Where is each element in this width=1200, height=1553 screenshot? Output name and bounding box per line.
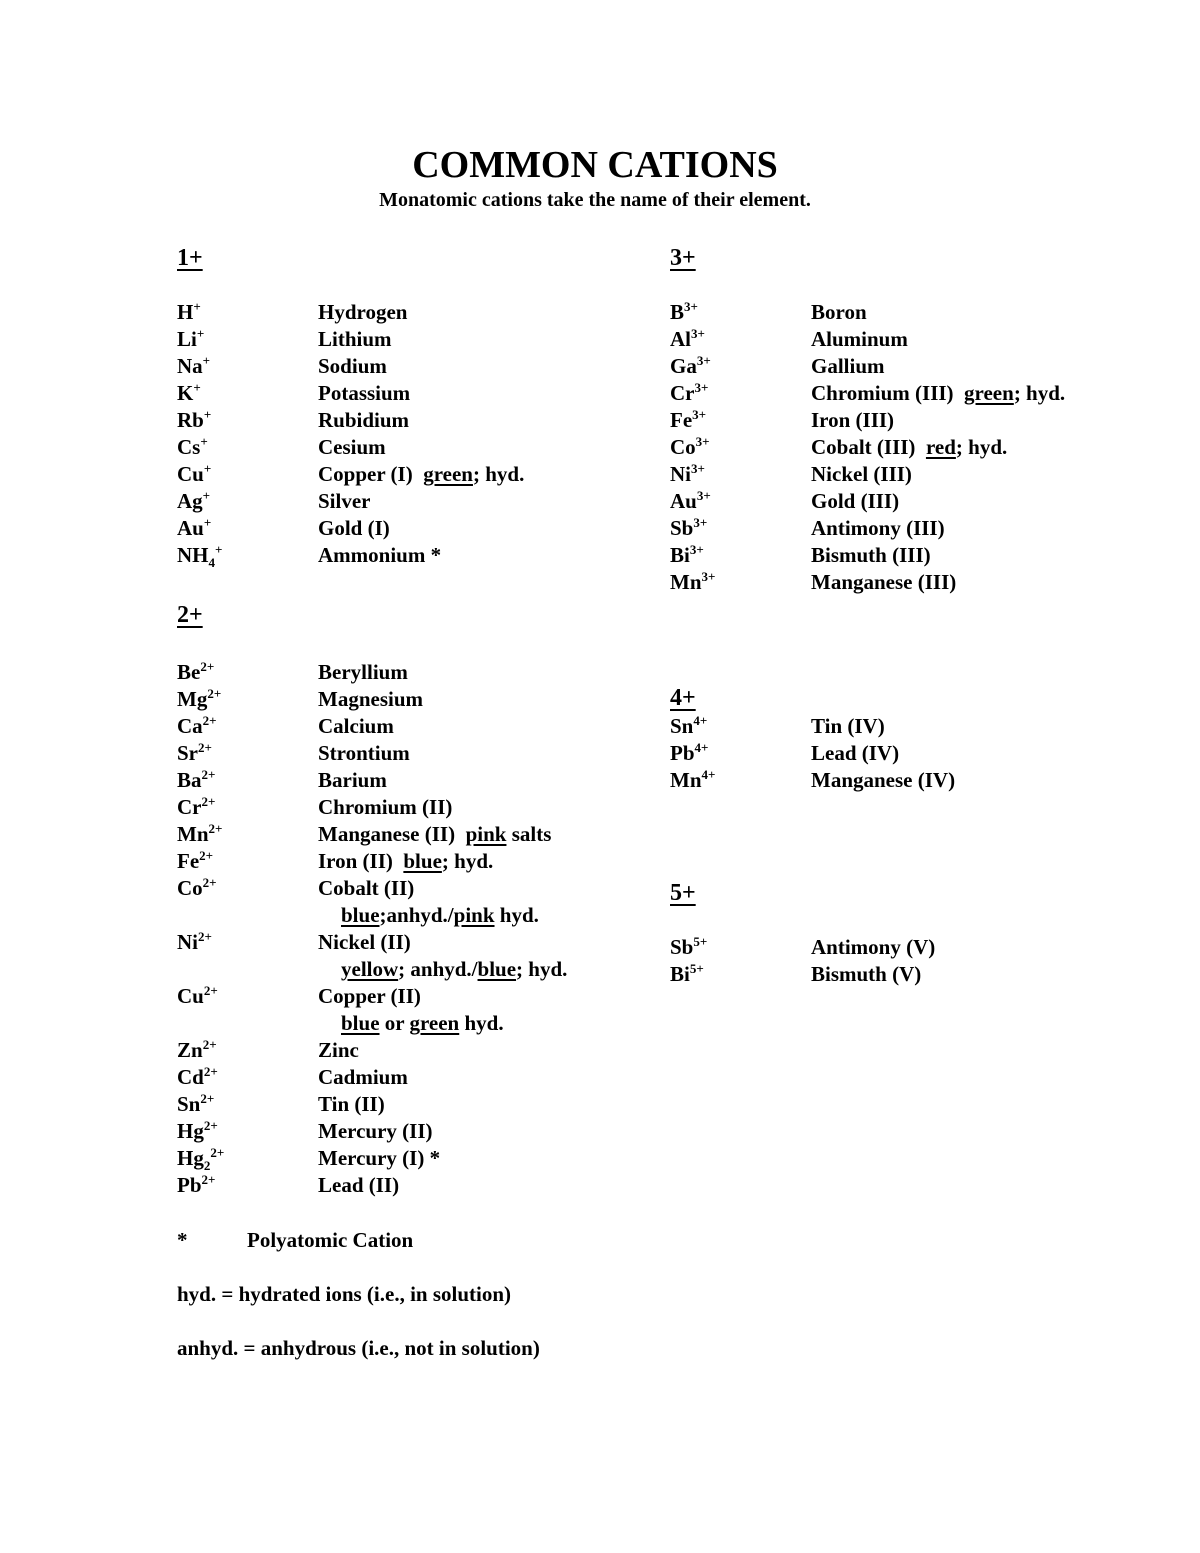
ion-symbol <box>177 407 211 434</box>
cobalt-ii-colors <box>341 902 539 929</box>
element-symbol: Co <box>177 876 203 900</box>
ion-name <box>318 434 386 461</box>
ion-symbol <box>177 875 217 902</box>
ion-charge: 3+ <box>691 326 705 341</box>
ion-charge: + <box>215 542 223 557</box>
ion-name <box>318 659 408 686</box>
element-symbol: Ba <box>177 768 202 792</box>
color-note-suffix: ; hyd. <box>955 435 1008 459</box>
ion-name <box>811 353 885 380</box>
ion-name <box>811 434 1007 461</box>
ion-charge: 3+ <box>696 488 711 503</box>
ion-symbol <box>177 794 215 821</box>
copper-or-text: or <box>379 1011 410 1035</box>
element-symbol: Ag <box>177 489 203 513</box>
ion-symbol <box>177 1037 217 1064</box>
ion-charge: + <box>193 380 201 395</box>
ion-symbol <box>670 353 711 380</box>
ion-name-text: Strontium <box>318 741 410 765</box>
ion-name-text: Boron <box>811 300 867 324</box>
element-symbol: B <box>670 300 685 324</box>
color-note-suffix: ; hyd. <box>472 462 525 486</box>
ion-symbol <box>177 461 211 488</box>
element-symbol: Sr <box>177 741 198 765</box>
ion-charge: 3+ <box>692 407 707 422</box>
ion-symbol <box>177 434 208 461</box>
ion-charge: + <box>203 407 212 422</box>
ion-symbol <box>670 515 707 542</box>
footnote-anhyd: anhyd. = anhydrous (i.e., not in solution) <box>177 1336 540 1360</box>
ion-name-text: Beryllium <box>318 660 408 684</box>
ion-name <box>811 767 955 794</box>
element-symbol: Al <box>670 327 691 351</box>
page-subtitle: Monatomic cations take the name of their element. <box>379 189 811 211</box>
color-note-suffix: ; hyd. <box>1013 381 1066 405</box>
element-symbol: Fe <box>670 408 693 432</box>
ion-symbol <box>670 488 711 515</box>
ion-symbol <box>670 961 704 988</box>
ion-symbol <box>670 569 715 596</box>
ion-name <box>811 380 1065 407</box>
nickel-hyd-text: ; hyd. <box>516 957 568 981</box>
ion-symbol <box>670 713 707 740</box>
ion-name <box>811 326 908 353</box>
ion-charge: 2+ <box>202 713 217 728</box>
color-blue: blue <box>341 903 380 927</box>
ion-name-text: Silver <box>318 489 371 513</box>
element-symbol: Sb <box>670 516 694 540</box>
cobalt-anhyd-text: ;anhyd./ <box>379 903 454 927</box>
element-symbol: Ga <box>670 354 697 378</box>
ion-name-text: Barium <box>318 768 387 792</box>
ion-charge: 4+ <box>694 740 709 755</box>
element-symbol: Na <box>177 354 203 378</box>
ion-name-text: Iron (III) <box>811 408 895 432</box>
ion-name-text: Manganese (III) <box>811 570 957 594</box>
ion-name-text: Antimony (V) <box>811 935 936 959</box>
ion-symbol <box>177 929 212 956</box>
ion-symbol <box>177 488 210 515</box>
element-symbol: K <box>177 381 194 405</box>
ion-subscript: 2 <box>203 1158 211 1174</box>
ion-symbol <box>177 1064 218 1091</box>
ion-symbol <box>670 767 715 794</box>
ion-symbol <box>177 299 201 326</box>
ion-symbol <box>177 659 214 686</box>
ion-charge: + <box>202 488 211 503</box>
ion-name-text: Antimony (III) <box>811 516 945 540</box>
ion-charge: + <box>196 326 205 341</box>
footnote-polyatomic-text: Polyatomic Cation <box>247 1228 414 1252</box>
ion-name-text: Iron (II) <box>318 849 393 873</box>
ion-symbol <box>670 380 708 407</box>
heading-3plus: 3+ <box>670 245 696 271</box>
ion-charge: 2+ <box>207 686 222 701</box>
ion-name <box>318 821 551 848</box>
ion-charge: + <box>203 461 212 476</box>
element-symbol: Ni <box>670 462 691 486</box>
ion-name <box>318 794 452 821</box>
ion-symbol <box>177 740 212 767</box>
element-symbol: Cr <box>177 795 202 819</box>
ion-charge: 2+ <box>199 848 214 863</box>
ion-name-text: Cobalt (II) <box>318 876 415 900</box>
element-symbol: Cu <box>177 462 204 486</box>
ion-symbol <box>670 299 698 326</box>
ion-symbol <box>177 380 201 407</box>
element-symbol: Sb <box>670 935 694 959</box>
ion-symbol <box>670 407 706 434</box>
element-symbol: Cu <box>177 984 204 1008</box>
color-note: blue <box>403 849 442 873</box>
element-symbol: Ca <box>177 714 203 738</box>
color-pink: pink <box>453 903 495 927</box>
element-symbol: Mg <box>177 687 208 711</box>
ion-name-text: Cobalt (III) <box>811 435 916 459</box>
ion-symbol <box>670 434 710 461</box>
ion-name <box>318 983 421 1010</box>
ion-name-text: Chromium (II) <box>318 795 453 819</box>
ion-name <box>811 461 912 488</box>
ion-name <box>318 353 387 380</box>
ion-symbol <box>177 848 213 875</box>
ion-name <box>811 515 945 542</box>
ion-symbol <box>177 353 210 380</box>
color-note: pink <box>465 822 507 846</box>
ion-symbol <box>177 1172 215 1199</box>
ion-charge: 2+ <box>202 875 217 890</box>
ion-name-text: Mercury (II) <box>318 1119 433 1143</box>
ion-charge: 2+ <box>210 1145 225 1160</box>
ion-name-text: Mercury (I) * <box>318 1146 441 1170</box>
ion-charge: + <box>203 515 212 530</box>
element-symbol: Be <box>177 660 201 684</box>
ion-name <box>318 740 410 767</box>
ion-symbol <box>177 326 204 353</box>
ion-name <box>318 1118 433 1145</box>
heading-2plus: 2+ <box>177 602 203 628</box>
ion-name-text: Gallium <box>811 354 885 378</box>
copper-hyd-text: hyd. <box>459 1011 504 1035</box>
ion-name-text: Tin (IV) <box>811 714 885 738</box>
ion-name <box>318 1091 385 1118</box>
ion-charge: 3+ <box>696 353 711 368</box>
ion-charge: 3+ <box>693 515 708 530</box>
ion-charge: 4+ <box>701 767 716 782</box>
ion-name-text: Lead (IV) <box>811 741 900 765</box>
ion-name-text: Zinc <box>318 1038 359 1062</box>
ion-name-text: Cadmium <box>318 1065 408 1089</box>
ion-symbol <box>177 821 222 848</box>
element-symbol: Pb <box>177 1173 202 1197</box>
ion-name <box>318 875 414 902</box>
ion-charge: 2+ <box>201 1172 216 1187</box>
ion-name <box>318 461 524 488</box>
ion-name-text: Calcium <box>318 714 394 738</box>
ion-name-text: Sodium <box>318 354 387 378</box>
heading-5plus: 5+ <box>670 880 696 906</box>
element-symbol: Bi <box>670 543 690 567</box>
element-symbol: Rb <box>177 408 204 432</box>
ion-name <box>318 767 387 794</box>
ion-charge: 2+ <box>198 929 212 944</box>
element-symbol: Co <box>670 435 696 459</box>
ion-name-text: Rubidium <box>318 408 410 432</box>
element-symbol: Mn <box>670 768 702 792</box>
ion-charge: 3+ <box>701 569 716 584</box>
element-symbol: Li <box>177 327 197 351</box>
ion-symbol <box>177 767 215 794</box>
page-title: COMMON CATIONS <box>412 144 778 186</box>
ion-charge: 5+ <box>693 934 708 949</box>
element-symbol: Cd <box>177 1065 204 1089</box>
ion-name <box>318 488 371 515</box>
ion-name <box>811 740 899 767</box>
element-symbol: Bi <box>670 962 690 986</box>
element-symbol: Ni <box>177 930 198 954</box>
ion-name <box>318 299 407 326</box>
element-symbol: Mn <box>177 822 209 846</box>
color-green: green <box>409 1011 460 1035</box>
ion-charge: 3+ <box>689 542 704 557</box>
ion-symbol <box>177 1145 224 1172</box>
ion-name-text: Manganese (II) <box>318 822 456 846</box>
ion-name <box>318 326 392 353</box>
ion-name-text: Copper (II) <box>318 984 421 1008</box>
element-symbol: Mn <box>670 570 702 594</box>
element-symbol: Zn <box>177 1038 203 1062</box>
footnote-polyatomic <box>177 1227 414 1254</box>
copper-ii-colors <box>341 1010 504 1037</box>
ion-name-text: Gold (III) <box>811 489 900 513</box>
ion-symbol <box>177 1118 218 1145</box>
color-note: red <box>925 435 956 459</box>
ion-charge: + <box>193 299 201 314</box>
element-symbol: Hg <box>177 1146 204 1170</box>
color-note: green <box>964 381 1014 405</box>
heading-4plus: 4+ <box>670 685 696 711</box>
color-note-suffix: ; hyd. <box>441 849 494 873</box>
ion-symbol <box>670 326 705 353</box>
color-blue: blue <box>341 1011 380 1035</box>
element-symbol: H <box>177 300 194 324</box>
ion-name <box>811 542 931 569</box>
ion-charge: 4+ <box>693 713 708 728</box>
ion-name <box>318 407 409 434</box>
ion-symbol <box>177 686 221 713</box>
ion-charge: 2+ <box>203 983 218 998</box>
footnote-star: * <box>177 1228 188 1252</box>
element-symbol: Sn <box>670 714 694 738</box>
ion-name <box>811 713 885 740</box>
ion-charge: 3+ <box>694 380 709 395</box>
ion-name-text: Lithium <box>318 327 392 351</box>
ion-charge: + <box>202 353 211 368</box>
ion-subscript: 4 <box>208 555 215 571</box>
ion-name-text: Nickel (II) <box>318 930 411 954</box>
element-symbol: Au <box>670 489 697 513</box>
ion-name-text: Hydrogen <box>318 300 408 324</box>
ion-name <box>318 1172 399 1199</box>
element-symbol: Au <box>177 516 204 540</box>
element-symbol: Cs <box>177 435 201 459</box>
ion-symbol <box>670 934 707 961</box>
ion-name <box>811 299 867 326</box>
ion-charge: 2+ <box>203 1064 218 1079</box>
ion-name <box>811 934 935 961</box>
color-note: green <box>423 462 473 486</box>
ion-name-text: Copper (I) <box>318 462 413 486</box>
ion-charge: 2+ <box>203 1118 218 1133</box>
ion-name <box>811 488 899 515</box>
ion-name-text: Tin (II) <box>318 1092 385 1116</box>
element-symbol: NH <box>177 543 209 567</box>
ion-charge: 2+ <box>202 1037 217 1052</box>
ion-symbol <box>177 515 211 542</box>
ion-name-text: Lead (II) <box>318 1173 400 1197</box>
ion-name-text: Nickel (III) <box>811 462 912 486</box>
footnote-hyd: hyd. = hydrated ions (i.e., in solution) <box>177 1282 512 1306</box>
cobalt-hyd-text: hyd. <box>494 903 539 927</box>
element-symbol: Fe <box>177 849 200 873</box>
element-symbol: Cr <box>670 381 695 405</box>
ion-name <box>811 407 894 434</box>
ion-charge: 2+ <box>201 794 216 809</box>
color-note-suffix: salts <box>506 822 552 846</box>
ion-name-text: Potassium <box>318 381 411 405</box>
element-symbol: Pb <box>670 741 695 765</box>
ion-symbol <box>670 461 705 488</box>
ion-name-text: Manganese (IV) <box>811 768 956 792</box>
ion-symbol <box>177 713 217 740</box>
ion-charge: + <box>200 434 208 449</box>
ion-name <box>318 686 423 713</box>
ion-name <box>318 713 394 740</box>
ion-charge: 2+ <box>208 821 223 836</box>
ion-name-text: Bismuth (III) <box>811 543 931 567</box>
ion-name-text: Cesium <box>318 435 386 459</box>
ion-name-text: Magnesium <box>318 687 423 711</box>
ion-symbol <box>177 983 218 1010</box>
color-blue: blue <box>477 957 517 981</box>
ion-charge: 5+ <box>689 961 704 976</box>
ion-name <box>811 569 956 596</box>
ion-name-text: Aluminum <box>811 327 908 351</box>
ion-name <box>318 929 411 956</box>
color-yellow: yellow <box>341 957 399 981</box>
ion-charge: 3+ <box>691 461 705 476</box>
ion-charge: 2+ <box>201 767 216 782</box>
ion-name <box>811 961 921 988</box>
ion-name <box>318 1037 359 1064</box>
ion-charge: 3+ <box>684 299 698 314</box>
ion-symbol <box>177 1091 214 1118</box>
ion-name-text: Ammonium * <box>318 543 442 567</box>
ion-symbol <box>177 542 222 569</box>
ion-name <box>318 848 493 875</box>
ion-name-text: Gold (I) <box>318 516 390 540</box>
ion-name <box>318 542 441 569</box>
ion-charge: 3+ <box>695 434 710 449</box>
element-symbol: Sn <box>177 1092 201 1116</box>
ion-name <box>318 515 390 542</box>
ion-name <box>318 1145 440 1172</box>
ion-name <box>318 380 410 407</box>
element-symbol: Hg <box>177 1119 204 1143</box>
ion-symbol <box>670 740 708 767</box>
ion-name-text: Bismuth (V) <box>811 962 922 986</box>
ion-name-text: Chromium (III) <box>811 381 954 405</box>
ion-charge: 2+ <box>198 740 212 755</box>
ion-charge: 2+ <box>200 659 215 674</box>
ion-name <box>318 1064 408 1091</box>
ion-charge: 2+ <box>200 1091 215 1106</box>
ion-symbol <box>670 542 704 569</box>
nickel-anhyd-text: ; anhyd./ <box>398 957 478 981</box>
heading-1plus: 1+ <box>177 245 203 271</box>
nickel-ii-colors <box>341 956 567 983</box>
